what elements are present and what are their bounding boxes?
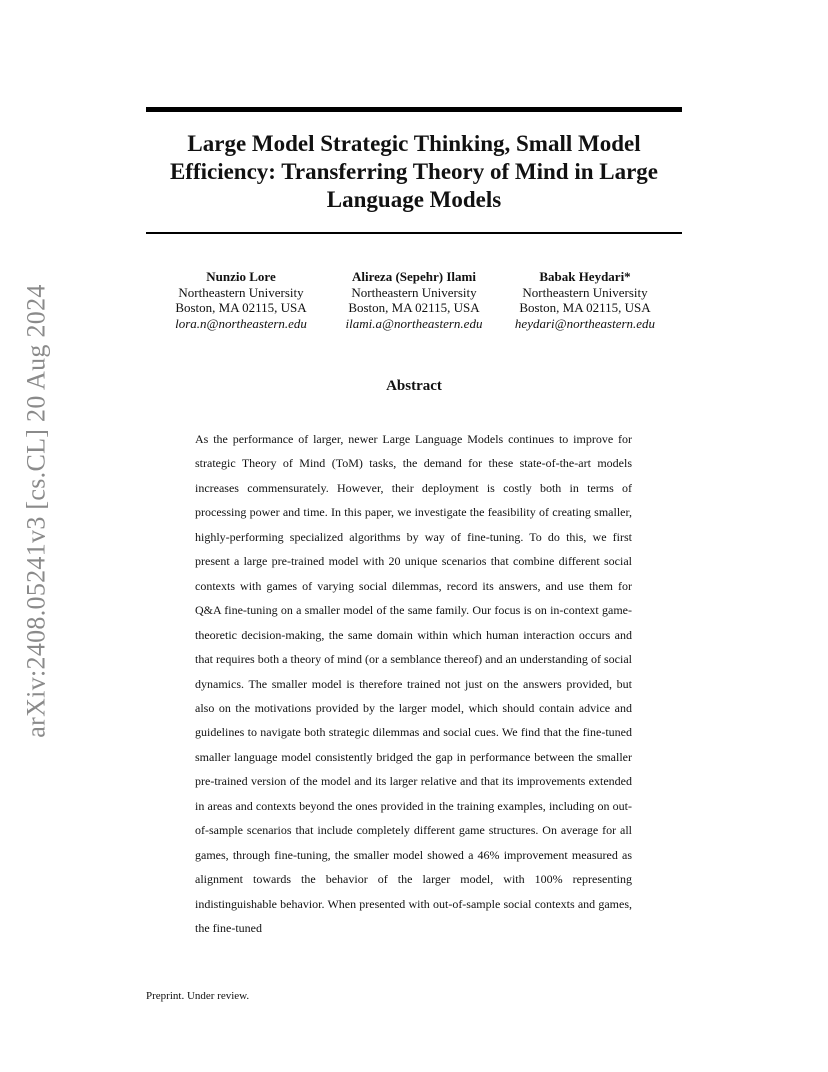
- author-email: heydari@northeastern.edu: [514, 315, 656, 331]
- author-affiliation: Northeastern University: [178, 284, 304, 300]
- author-name: Nunzio Lore: [206, 269, 276, 284]
- arxiv-identifier: arXiv:2408.05241v3 [cs.CL] 20 Aug 2024: [22, 284, 51, 738]
- preprint-footnote: Preprint. Under review.: [146, 990, 250, 1002]
- author-affiliation: Northeastern University: [522, 284, 648, 300]
- author-address: Boston, MA 02115, USA: [175, 300, 307, 315]
- author-address: Boston, MA 02115, USA: [519, 300, 651, 315]
- author-name: Babak Heydari*: [539, 269, 631, 284]
- author-block: [165, 269, 317, 331]
- author-email: lora.n@northeastern.edu: [175, 315, 307, 331]
- paper-title: Large Model Strategic Thinking, Small Model Efficiency: Transferring Theory of Mind in Large Language Models: [169, 131, 659, 212]
- author-address: Boston, MA 02115, USA: [348, 300, 480, 315]
- abstract-heading: Abstract: [386, 378, 442, 394]
- author-affiliation: Northeastern University: [351, 284, 477, 300]
- author-name: Alireza (Sepehr) Ilami: [352, 269, 476, 284]
- author-email: ilami.a@northeastern.edu: [345, 315, 483, 331]
- abstract-body: As the performance of larger, newer Large Language Models continues to improve for strategic Theory of Mind (ToM) tasks, the demand for these state-of-the-art models increases commensurately. However, their deployment is costly both in terms of processing power and time. In this paper, we investigate the feasibility of creating smaller, highly-performing specialized algorithms by way of fine-tuning. To do this, we first present a large pre-trained model with 20 unique scenarios that combine different social contexts with games of varying social dilemmas, record its answers, and use them for Q&A fine-tuning on a smaller model of the same family. Our focus is on in-context game-theoretic decision-making, the same domain within which human interaction occurs and that requires both a theory of mind (or a semblance thereof) and an understanding of social dynamics. The smaller model is therefore trained not just on the answers provided, but also on the motivations provided by the larger model, which should contain advice and guidelines to navigate both strategic dilemmas and social cues. We find that the fine-tuned smaller language model consistently bridged the gap in performance between the smaller pre-trained version of the model and its larger relative and that its improvements extended in areas and contexts beyond the ones provided in the training examples, including on out-of-sample scenarios that include completely different game structures. On average for all games, through fine-tuning, the smaller model showed a 46% improvement measured as alignment towards the behavior of the larger model, with 100% representing indistinguishable behavior. When presented with out-of-sample social contexts and games, the fine-tuned: [195, 432, 632, 936]
- title-bottom-rule: [146, 232, 682, 234]
- author-block: [334, 269, 494, 331]
- author-block: [508, 269, 662, 331]
- title-top-rule: [146, 107, 682, 112]
- arxiv-identifier-stamp: [19, 286, 55, 736]
